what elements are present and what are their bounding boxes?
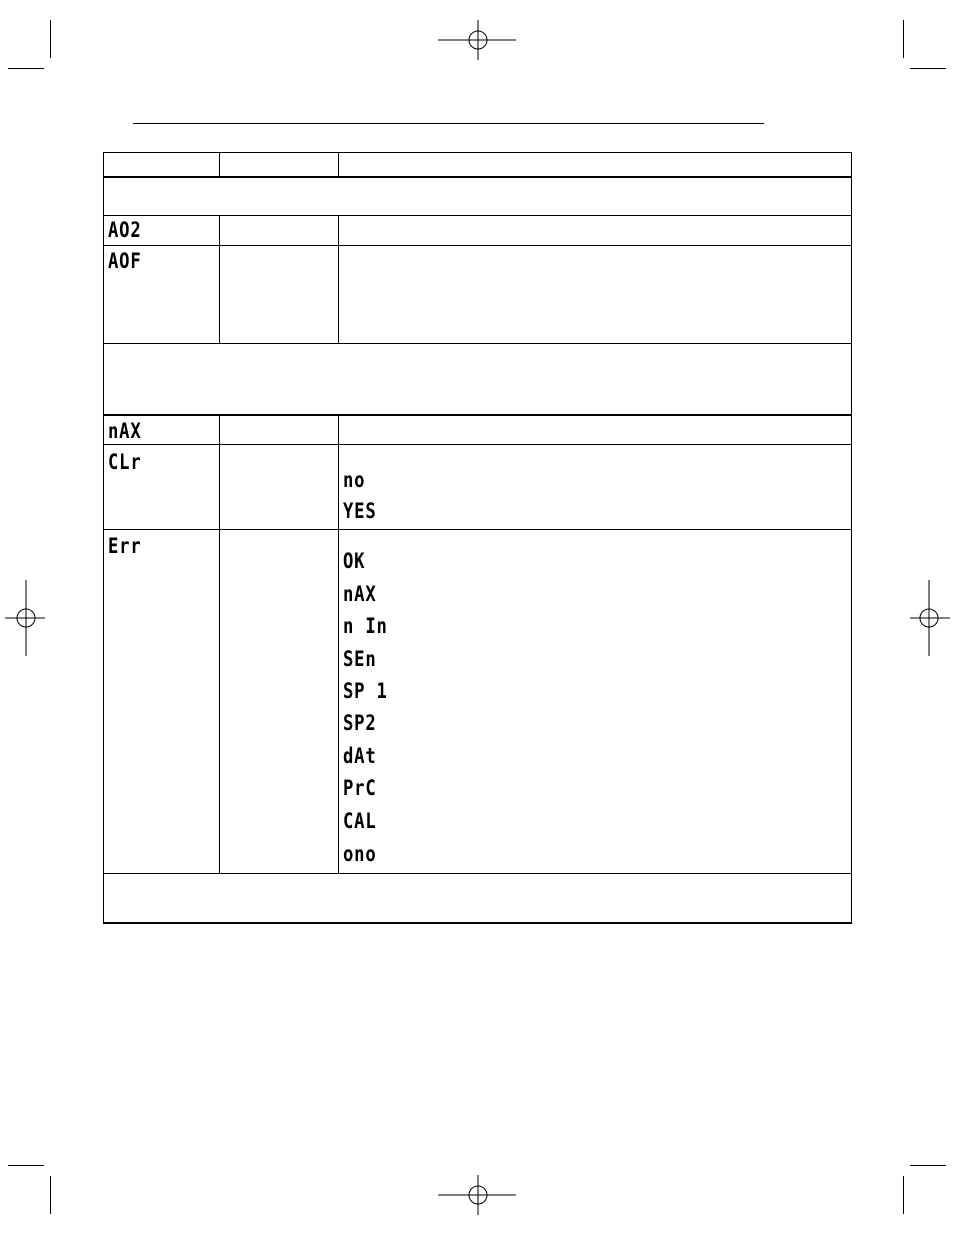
table-bottom-rule — [103, 922, 852, 924]
table-rule — [103, 215, 852, 216]
err-value: ono — [343, 842, 377, 866]
clr-value: no — [343, 468, 366, 492]
table-rule — [103, 245, 852, 246]
registration-mark-left-icon — [5, 580, 45, 656]
registration-mark-top-icon — [438, 20, 518, 60]
table-rule — [103, 873, 852, 874]
header-rule — [133, 123, 764, 124]
crop-mark-bottom-right-v — [903, 1176, 904, 1214]
err-value: nAX — [343, 582, 377, 606]
err-value: SP 1 — [343, 679, 388, 703]
err-value: dAt — [343, 744, 377, 768]
registration-mark-right-icon — [910, 580, 950, 656]
param-code-ao2: AO2 — [108, 218, 142, 242]
column-divider — [338, 152, 339, 177]
crop-mark-top-left-v — [50, 20, 51, 58]
registration-mark-bottom-icon — [438, 1175, 518, 1215]
crop-mark-bottom-left-v — [50, 1176, 51, 1214]
table-rule — [103, 444, 852, 445]
param-code-clr: CLr — [108, 450, 142, 474]
column-divider — [219, 215, 220, 344]
column-divider — [219, 152, 220, 177]
param-code-err: Err — [108, 534, 142, 558]
column-divider — [338, 215, 339, 344]
crop-mark-top-right-v — [903, 20, 904, 58]
column-divider — [338, 414, 339, 874]
table-rule — [103, 414, 852, 416]
crop-mark-bottom-left-h — [8, 1165, 44, 1166]
crop-mark-bottom-right-h — [910, 1165, 946, 1166]
column-divider — [219, 414, 220, 874]
err-value: SEn — [343, 647, 377, 671]
crop-mark-top-right-h — [910, 68, 946, 69]
err-value: n In — [343, 614, 388, 638]
param-code-max: nAX — [108, 419, 142, 443]
err-value: SP2 — [343, 711, 377, 735]
err-value: OK — [343, 549, 366, 573]
table-header-rule — [103, 176, 852, 178]
err-value: PrC — [343, 776, 377, 800]
table-rule — [103, 343, 852, 344]
parameter-table — [103, 152, 852, 923]
param-code-aof: AOF — [108, 249, 142, 273]
crop-mark-top-left-h — [8, 68, 44, 69]
err-value: CAL — [343, 809, 377, 833]
table-rule — [103, 529, 852, 530]
clr-value: YES — [343, 499, 377, 523]
